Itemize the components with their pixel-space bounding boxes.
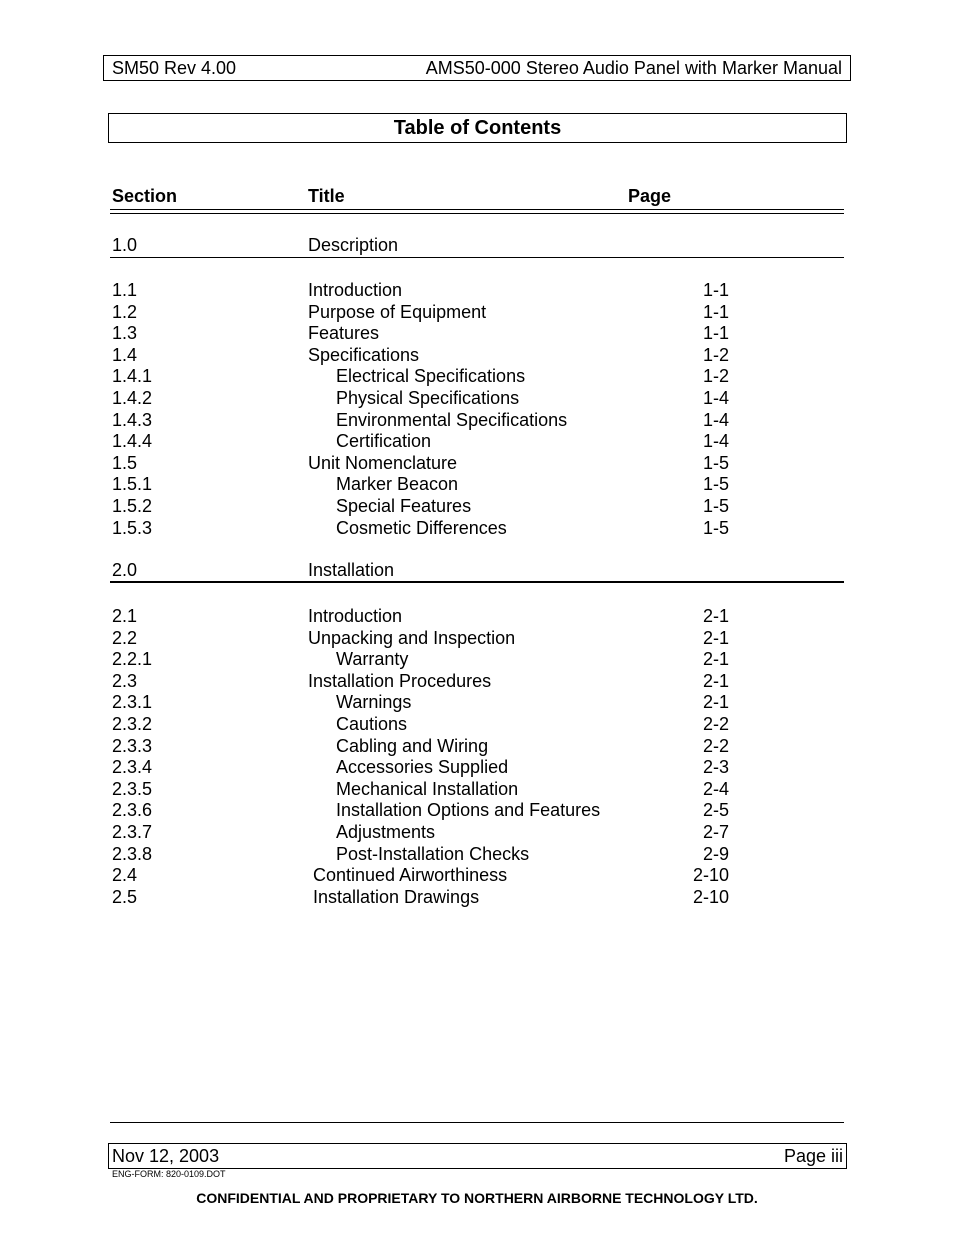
toc-entry xyxy=(0,756,954,778)
toc-entry xyxy=(0,473,954,495)
entry-title: Purpose of Equipment xyxy=(308,301,487,322)
entry-number: 1.2 xyxy=(112,301,138,322)
entry-number: 2.1 xyxy=(112,606,138,626)
entry-number: 2.3.5 xyxy=(112,778,153,799)
entry-number: 2.3.1 xyxy=(112,692,153,713)
toc-entry xyxy=(0,517,954,539)
entry-title: Cosmetic Differences xyxy=(336,517,507,538)
entry-title: Physical Specifications xyxy=(336,388,520,408)
entry-title: Adjustments xyxy=(336,822,436,842)
entry-title: Introduction xyxy=(308,606,403,626)
column-header-page: Page xyxy=(628,186,672,206)
entry-page: 2-1 xyxy=(702,627,729,648)
toc-entry xyxy=(0,409,954,431)
confidential-notice: CONFIDENTIAL AND PROPRIETARY TO NORTHERN AIRBORNE TECHNOLOGY LTD. xyxy=(196,1190,758,1206)
entry-number: 2.4 xyxy=(112,865,138,886)
toc-entry xyxy=(0,365,954,387)
entry-number: 2.2.1 xyxy=(112,649,153,670)
entry-page: 1-4 xyxy=(702,431,729,452)
entry-page: 1-4 xyxy=(702,409,729,430)
entry-title: Introduction xyxy=(308,280,403,300)
toc-entry xyxy=(0,279,954,301)
toc-title: Table of Contents xyxy=(108,113,847,143)
entry-page: 2-1 xyxy=(702,692,729,713)
entry-number: 1.5.3 xyxy=(112,517,153,538)
entry-number: 2.3.2 xyxy=(112,714,153,734)
entry-page: 1-5 xyxy=(702,474,729,495)
entry-page: 2-10 xyxy=(692,865,729,886)
entry-number: 1.3 xyxy=(112,323,138,344)
doc-title: AMS50-000 Stereo Audio Panel with Marker Manual xyxy=(425,58,842,78)
toc-entry xyxy=(0,778,954,800)
column-header-title: Title xyxy=(308,186,345,206)
entry-number: 1.4.1 xyxy=(112,366,153,387)
entry-number: 1.4 xyxy=(112,344,138,365)
toc-entry xyxy=(0,799,954,821)
entry-page: 1-5 xyxy=(702,517,729,538)
entry-title: Certification xyxy=(336,431,432,452)
entry-number: 2.3.8 xyxy=(112,843,153,864)
entry-page: 2-10 xyxy=(692,886,729,907)
page-footer xyxy=(108,1143,847,1169)
entry-title: Warnings xyxy=(336,692,412,713)
entry-title: Cautions xyxy=(336,714,408,734)
section-number: 2.0 xyxy=(112,560,138,580)
entry-number: 1.5.2 xyxy=(112,496,153,516)
entry-title: Marker Beacon xyxy=(336,474,459,495)
entry-page: 1-1 xyxy=(702,323,729,344)
toc-section-heading xyxy=(0,559,954,581)
entry-page: 1-5 xyxy=(702,496,729,516)
toc-entry xyxy=(0,648,954,670)
entry-title: Specifications xyxy=(308,344,420,365)
entry-title: Unpacking and Inspection xyxy=(308,627,516,648)
footer-rule xyxy=(110,1122,844,1123)
entry-title: Special Features xyxy=(336,496,472,516)
entry-title: Continued Airworthiness xyxy=(313,865,508,886)
entry-title: Post-Installation Checks xyxy=(336,843,530,864)
toc-entry xyxy=(0,430,954,452)
section-rule xyxy=(110,581,844,583)
toc-entry xyxy=(0,886,954,908)
toc-entry xyxy=(0,627,954,649)
entry-number: 2.3.3 xyxy=(112,735,153,756)
entry-number: 1.4.4 xyxy=(112,431,153,452)
entry-title: Warranty xyxy=(336,649,409,670)
entry-page: 2-1 xyxy=(702,649,729,670)
entry-title: Installation Procedures xyxy=(308,670,492,691)
toc-entry xyxy=(0,452,954,474)
toc-entry xyxy=(0,301,954,323)
section-number: 1.0 xyxy=(112,235,138,255)
entry-title: Unit Nomenclature xyxy=(308,452,458,473)
column-header-section: Section xyxy=(112,186,178,206)
toc-entry xyxy=(0,322,954,344)
entry-page: 2-2 xyxy=(702,735,729,756)
entry-page: 2-9 xyxy=(702,843,729,864)
toc-entry xyxy=(0,821,954,843)
entry-number: 2.3.4 xyxy=(112,757,153,778)
entry-number: 2.2 xyxy=(112,627,138,648)
entry-page: 2-5 xyxy=(702,800,729,821)
form-id: ENG-FORM: 820-0109.DOT xyxy=(112,1169,226,1179)
section-title: Installation xyxy=(308,560,395,580)
entry-page: 2-4 xyxy=(702,778,729,799)
entry-title: Mechanical Installation xyxy=(336,778,519,799)
toc-entry xyxy=(0,495,954,517)
entry-title: Cabling and Wiring xyxy=(336,735,489,756)
toc-entry xyxy=(0,387,954,409)
toc-entry xyxy=(0,864,954,886)
entry-page: 2-7 xyxy=(702,822,729,842)
header-double-rule xyxy=(110,209,844,214)
page-header xyxy=(103,55,851,81)
toc-entry xyxy=(0,691,954,713)
entry-page: 1-1 xyxy=(702,280,729,300)
entry-number: 1.1 xyxy=(112,280,138,300)
entry-page: 2-1 xyxy=(702,606,729,626)
entry-number: 2.3 xyxy=(112,670,138,691)
entry-page: 1-2 xyxy=(702,366,729,387)
entry-number: 1.4.2 xyxy=(112,388,153,408)
toc-entry xyxy=(0,670,954,692)
footer-page-number: Page iii xyxy=(783,1146,843,1166)
entry-title: Features xyxy=(308,323,380,344)
entry-page: 1-2 xyxy=(702,344,729,365)
section-rule xyxy=(110,257,844,258)
footer-date: Nov 12, 2003 xyxy=(112,1146,220,1166)
entry-page: 1-5 xyxy=(702,452,729,473)
entry-title: Environmental Specifications xyxy=(336,409,568,430)
entry-title: Installation Options and Features xyxy=(336,800,601,821)
entry-number: 1.5.1 xyxy=(112,474,153,495)
entry-number: 1.5 xyxy=(112,452,138,473)
toc-section-heading xyxy=(0,234,954,256)
entry-number: 2.3.7 xyxy=(112,822,153,842)
toc-entry xyxy=(0,713,954,735)
entry-title: Electrical Specifications xyxy=(336,366,526,387)
entry-page: 1-1 xyxy=(702,301,729,322)
entry-page: 1-4 xyxy=(702,388,729,408)
toc-entry xyxy=(0,344,954,366)
entry-number: 2.3.6 xyxy=(112,800,153,821)
toc-entry xyxy=(0,605,954,627)
entry-title: Installation Drawings xyxy=(313,886,480,907)
entry-page: 2-3 xyxy=(702,757,729,778)
toc-entry xyxy=(0,843,954,865)
toc-entry xyxy=(0,735,954,757)
entry-title: Accessories Supplied xyxy=(336,757,509,778)
entry-number: 2.5 xyxy=(112,886,138,907)
section-title: Description xyxy=(308,235,399,255)
entry-page: 2-2 xyxy=(702,714,729,734)
entry-page: 2-1 xyxy=(702,670,729,691)
entry-number: 1.4.3 xyxy=(112,409,153,430)
doc-id: SM50 Rev 4.00 xyxy=(112,58,237,78)
